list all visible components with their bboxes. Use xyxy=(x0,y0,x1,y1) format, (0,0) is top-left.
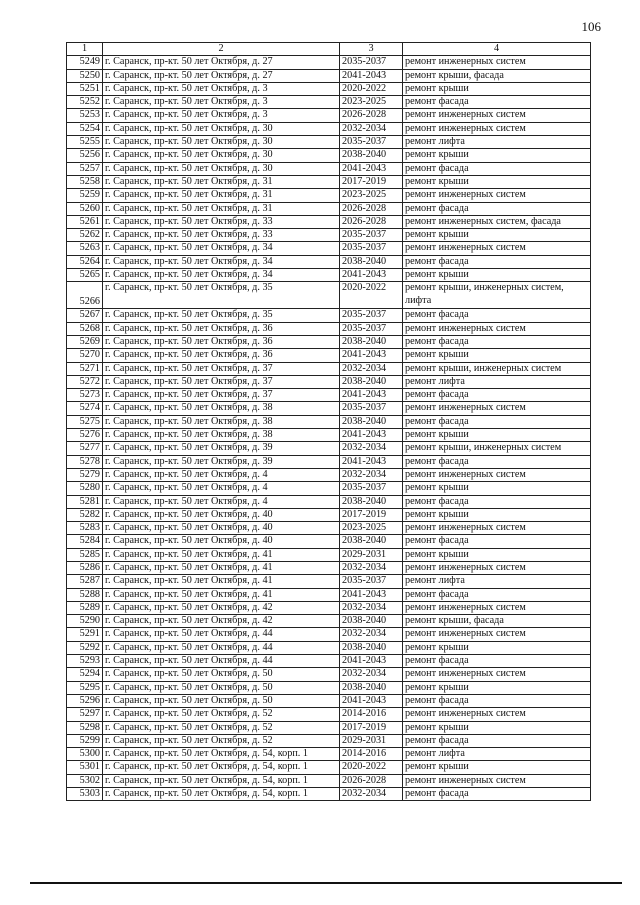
row-address: г. Саранск, пр-кт. 50 лет Октября, д. 40 xyxy=(103,508,340,521)
table-header-row xyxy=(67,43,591,56)
row-period: 2026-2028 xyxy=(340,774,403,787)
row-work-type: ремонт лифта xyxy=(403,575,591,588)
row-work-type: ремонт крыши xyxy=(403,548,591,561)
row-number: 5288 xyxy=(67,588,103,601)
row-number: 5258 xyxy=(67,175,103,188)
table-row xyxy=(67,655,591,668)
table-row xyxy=(67,242,591,255)
row-address: г. Саранск, пр-кт. 50 лет Октября, д. 37 xyxy=(103,389,340,402)
row-address: г. Саранск, пр-кт. 50 лет Октября, д. 35 xyxy=(103,309,340,322)
row-number: 5252 xyxy=(67,96,103,109)
row-work-type: ремонт крыши xyxy=(403,482,591,495)
table-row xyxy=(67,615,591,628)
row-period: 2020-2022 xyxy=(340,282,403,309)
row-work-type: ремонт крыши xyxy=(403,641,591,654)
table-row xyxy=(67,122,591,135)
table-row xyxy=(67,708,591,721)
row-number: 5287 xyxy=(67,575,103,588)
row-number: 5276 xyxy=(67,429,103,442)
row-number: 5299 xyxy=(67,734,103,747)
row-address: г. Саранск, пр-кт. 50 лет Октября, д. 50 xyxy=(103,694,340,707)
row-work-type: ремонт крыши xyxy=(403,508,591,521)
row-period: 2020-2022 xyxy=(340,761,403,774)
row-work-type: ремонт инженерных систем xyxy=(403,402,591,415)
row-address: г. Саранск, пр-кт. 50 лет Октября, д. 52 xyxy=(103,721,340,734)
row-work-type: ремонт крыши, фасада xyxy=(403,69,591,82)
row-number: 5303 xyxy=(67,788,103,801)
row-period: 2041-2043 xyxy=(340,655,403,668)
row-number: 5250 xyxy=(67,69,103,82)
row-address: г. Саранск, пр-кт. 50 лет Октября, д. 42 xyxy=(103,601,340,614)
row-period: 2035-2037 xyxy=(340,309,403,322)
row-period: 2041-2043 xyxy=(340,269,403,282)
row-period: 2038-2040 xyxy=(340,149,403,162)
table-row xyxy=(67,561,591,574)
row-address: г. Саранск, пр-кт. 50 лет Октября, д. 50 xyxy=(103,668,340,681)
row-address: г. Саранск, пр-кт. 50 лет Октября, д. 54, корп. 1 xyxy=(103,748,340,761)
row-number: 5298 xyxy=(67,721,103,734)
row-number: 5281 xyxy=(67,495,103,508)
table-row xyxy=(67,255,591,268)
row-number: 5300 xyxy=(67,748,103,761)
row-period: 2041-2043 xyxy=(340,588,403,601)
header-col-1: 1 xyxy=(67,43,103,56)
row-work-type: ремонт инженерных систем xyxy=(403,242,591,255)
row-period: 2038-2040 xyxy=(340,415,403,428)
row-address: г. Саранск, пр-кт. 50 лет Октября, д. 3 xyxy=(103,82,340,95)
row-period: 2032-2034 xyxy=(340,628,403,641)
row-address: г. Саранск, пр-кт. 50 лет Октября, д. 27 xyxy=(103,56,340,69)
row-period: 2023-2025 xyxy=(340,522,403,535)
row-work-type: ремонт фасада xyxy=(403,162,591,175)
row-work-type: ремонт фасада xyxy=(403,788,591,801)
row-work-type: ремонт крыши, инженерных систем, лифта xyxy=(403,282,591,309)
row-address: г. Саранск, пр-кт. 50 лет Октября, д. 31 xyxy=(103,175,340,188)
row-number: 5282 xyxy=(67,508,103,521)
row-number: 5297 xyxy=(67,708,103,721)
row-period: 2032-2034 xyxy=(340,362,403,375)
table-row xyxy=(67,136,591,149)
row-number: 5293 xyxy=(67,655,103,668)
row-number: 5277 xyxy=(67,442,103,455)
row-address: г. Саранск, пр-кт. 50 лет Октября, д. 27 xyxy=(103,69,340,82)
row-number: 5292 xyxy=(67,641,103,654)
row-work-type: ремонт крыши, инженерных систем xyxy=(403,442,591,455)
row-address: г. Саранск, пр-кт. 50 лет Октября, д. 52 xyxy=(103,708,340,721)
table-row xyxy=(67,215,591,228)
row-period: 2038-2040 xyxy=(340,535,403,548)
row-number: 5265 xyxy=(67,269,103,282)
table-row xyxy=(67,269,591,282)
table-row xyxy=(67,734,591,747)
row-period: 2026-2028 xyxy=(340,215,403,228)
row-number: 5260 xyxy=(67,202,103,215)
row-work-type: ремонт крыши xyxy=(403,82,591,95)
row-address: г. Саранск, пр-кт. 50 лет Октября, д. 38 xyxy=(103,402,340,415)
row-work-type: ремонт крыши xyxy=(403,229,591,242)
row-number: 5295 xyxy=(67,681,103,694)
row-work-type: ремонт лифта xyxy=(403,136,591,149)
row-work-type: ремонт фасада xyxy=(403,335,591,348)
row-address: г. Саранск, пр-кт. 50 лет Октября, д. 30 xyxy=(103,136,340,149)
row-period: 2032-2034 xyxy=(340,468,403,481)
row-address: г. Саранск, пр-кт. 50 лет Октября, д. 30 xyxy=(103,149,340,162)
table-row xyxy=(67,162,591,175)
row-period: 2038-2040 xyxy=(340,615,403,628)
table-row xyxy=(67,482,591,495)
row-number: 5270 xyxy=(67,349,103,362)
row-work-type: ремонт крыши xyxy=(403,269,591,282)
row-address: г. Саранск, пр-кт. 50 лет Октября, д. 36 xyxy=(103,349,340,362)
row-number: 5274 xyxy=(67,402,103,415)
row-address: г. Саранск, пр-кт. 50 лет Октября, д. 3 xyxy=(103,109,340,122)
row-work-type: ремонт инженерных систем xyxy=(403,122,591,135)
row-address: г. Саранск, пр-кт. 50 лет Октября, д. 41 xyxy=(103,575,340,588)
row-number: 5279 xyxy=(67,468,103,481)
row-period: 2035-2037 xyxy=(340,402,403,415)
row-work-type: ремонт фасада xyxy=(403,655,591,668)
row-work-type: ремонт лифта xyxy=(403,375,591,388)
row-address: г. Саранск, пр-кт. 50 лет Октября, д. 54, корп. 1 xyxy=(103,788,340,801)
row-address: г. Саранск, пр-кт. 50 лет Октября, д. 37 xyxy=(103,375,340,388)
row-address: г. Саранск, пр-кт. 50 лет Октября, д. 42 xyxy=(103,615,340,628)
row-work-type: ремонт фасада xyxy=(403,694,591,707)
row-address: г. Саранск, пр-кт. 50 лет Октября, д. 38 xyxy=(103,429,340,442)
row-work-type: ремонт инженерных систем xyxy=(403,628,591,641)
row-number: 5286 xyxy=(67,561,103,574)
row-number: 5301 xyxy=(67,761,103,774)
table-row xyxy=(67,495,591,508)
table-row xyxy=(67,548,591,561)
row-work-type: ремонт инженерных систем xyxy=(403,522,591,535)
table-row xyxy=(67,202,591,215)
header-col-3: 3 xyxy=(340,43,403,56)
row-period: 2029-2031 xyxy=(340,734,403,747)
row-address: г. Саранск, пр-кт. 50 лет Октября, д. 30 xyxy=(103,162,340,175)
row-address: г. Саранск, пр-кт. 50 лет Октября, д. 34 xyxy=(103,255,340,268)
row-address: г. Саранск, пр-кт. 50 лет Октября, д. 37 xyxy=(103,362,340,375)
row-work-type: ремонт инженерных систем xyxy=(403,322,591,335)
row-number: 5302 xyxy=(67,774,103,787)
table-row xyxy=(67,149,591,162)
row-period: 2035-2037 xyxy=(340,482,403,495)
row-number: 5259 xyxy=(67,189,103,202)
row-number: 5290 xyxy=(67,615,103,628)
row-address: г. Саранск, пр-кт. 50 лет Октября, д. 35 xyxy=(103,282,340,309)
row-number: 5294 xyxy=(67,668,103,681)
table-row xyxy=(67,535,591,548)
row-period: 2035-2037 xyxy=(340,229,403,242)
row-period: 2017-2019 xyxy=(340,175,403,188)
row-address: г. Саранск, пр-кт. 50 лет Октября, д. 36 xyxy=(103,335,340,348)
table-row xyxy=(67,668,591,681)
table-row xyxy=(67,522,591,535)
row-work-type: ремонт фасада xyxy=(403,96,591,109)
row-number: 5249 xyxy=(67,56,103,69)
table-row xyxy=(67,508,591,521)
row-number: 5296 xyxy=(67,694,103,707)
row-address: г. Саранск, пр-кт. 50 лет Октября, д. 33 xyxy=(103,215,340,228)
table-row xyxy=(67,56,591,69)
row-work-type: ремонт фасада xyxy=(403,535,591,548)
row-number: 5255 xyxy=(67,136,103,149)
row-work-type: ремонт инженерных систем xyxy=(403,56,591,69)
table-row xyxy=(67,229,591,242)
row-number: 5254 xyxy=(67,122,103,135)
row-work-type: ремонт инженерных систем xyxy=(403,109,591,122)
row-work-type: ремонт крыши xyxy=(403,721,591,734)
table-row xyxy=(67,175,591,188)
table-row xyxy=(67,694,591,707)
row-work-type: ремонт инженерных систем, фасада xyxy=(403,215,591,228)
row-work-type: ремонт инженерных систем xyxy=(403,668,591,681)
table-row xyxy=(67,774,591,787)
page-number: 106 xyxy=(581,19,601,34)
row-number: 5257 xyxy=(67,162,103,175)
row-address: г. Саранск, пр-кт. 50 лет Октября, д. 54, корп. 1 xyxy=(103,761,340,774)
row-period: 2026-2028 xyxy=(340,109,403,122)
table-row xyxy=(67,442,591,455)
row-period: 2023-2025 xyxy=(340,96,403,109)
row-period: 2032-2034 xyxy=(340,601,403,614)
repair-schedule-table xyxy=(66,42,591,801)
table-row xyxy=(67,748,591,761)
table-row xyxy=(67,96,591,109)
table-row xyxy=(67,109,591,122)
table-row xyxy=(67,681,591,694)
row-work-type: ремонт крыши, инженерных систем xyxy=(403,362,591,375)
row-work-type: ремонт фасада xyxy=(403,588,591,601)
row-number: 5272 xyxy=(67,375,103,388)
table-row xyxy=(67,282,591,309)
row-number: 5262 xyxy=(67,229,103,242)
row-work-type: ремонт крыши xyxy=(403,761,591,774)
row-number: 5271 xyxy=(67,362,103,375)
row-address: г. Саранск, пр-кт. 50 лет Октября, д. 3 xyxy=(103,96,340,109)
row-address: г. Саранск, пр-кт. 50 лет Октября, д. 4 xyxy=(103,468,340,481)
table-row xyxy=(67,761,591,774)
row-address: г. Саранск, пр-кт. 50 лет Октября, д. 41 xyxy=(103,561,340,574)
row-period: 2038-2040 xyxy=(340,495,403,508)
row-number: 5280 xyxy=(67,482,103,495)
row-address: г. Саранск, пр-кт. 50 лет Октября, д. 54, корп. 1 xyxy=(103,774,340,787)
row-work-type: ремонт фасада xyxy=(403,455,591,468)
row-period: 2017-2019 xyxy=(340,721,403,734)
row-work-type: ремонт крыши xyxy=(403,681,591,694)
row-number: 5256 xyxy=(67,149,103,162)
table-row xyxy=(67,82,591,95)
row-work-type: ремонт крыши xyxy=(403,429,591,442)
table-row xyxy=(67,628,591,641)
row-address: г. Саранск, пр-кт. 50 лет Октября, д. 31 xyxy=(103,189,340,202)
row-number: 5268 xyxy=(67,322,103,335)
row-number: 5267 xyxy=(67,309,103,322)
table-row xyxy=(67,601,591,614)
table-row xyxy=(67,455,591,468)
row-work-type: ремонт фасада xyxy=(403,415,591,428)
table-row xyxy=(67,189,591,202)
row-period: 2026-2028 xyxy=(340,202,403,215)
row-period: 2035-2037 xyxy=(340,136,403,149)
row-period: 2032-2034 xyxy=(340,122,403,135)
row-address: г. Саранск, пр-кт. 50 лет Октября, д. 34 xyxy=(103,242,340,255)
row-period: 2041-2043 xyxy=(340,455,403,468)
row-work-type: ремонт крыши xyxy=(403,175,591,188)
row-period: 2041-2043 xyxy=(340,694,403,707)
table-row xyxy=(67,349,591,362)
row-address: г. Саранск, пр-кт. 50 лет Октября, д. 41 xyxy=(103,548,340,561)
row-number: 5285 xyxy=(67,548,103,561)
row-period: 2038-2040 xyxy=(340,255,403,268)
row-work-type: ремонт фасада xyxy=(403,255,591,268)
row-period: 2041-2043 xyxy=(340,162,403,175)
row-address: г. Саранск, пр-кт. 50 лет Октября, д. 44 xyxy=(103,655,340,668)
header-col-2: 2 xyxy=(103,43,340,56)
row-address: г. Саранск, пр-кт. 50 лет Октября, д. 34 xyxy=(103,269,340,282)
row-work-type: ремонт инженерных систем xyxy=(403,468,591,481)
table-row xyxy=(67,788,591,801)
row-number: 5251 xyxy=(67,82,103,95)
table-row xyxy=(67,415,591,428)
row-address: г. Саранск, пр-кт. 50 лет Октября, д. 40 xyxy=(103,522,340,535)
row-address: г. Саранск, пр-кт. 50 лет Октября, д. 44 xyxy=(103,628,340,641)
row-period: 2032-2034 xyxy=(340,561,403,574)
row-period: 2035-2037 xyxy=(340,322,403,335)
row-period: 2032-2034 xyxy=(340,788,403,801)
row-work-type: ремонт инженерных систем xyxy=(403,601,591,614)
row-work-type: ремонт фасада xyxy=(403,389,591,402)
row-work-type: ремонт инженерных систем xyxy=(403,561,591,574)
row-work-type: ремонт инженерных систем xyxy=(403,708,591,721)
row-work-type: ремонт фасада xyxy=(403,734,591,747)
header-col-4: 4 xyxy=(403,43,591,56)
row-address: г. Саранск, пр-кт. 50 лет Октября, д. 39 xyxy=(103,455,340,468)
row-period: 2038-2040 xyxy=(340,681,403,694)
row-period: 2017-2019 xyxy=(340,508,403,521)
table-row xyxy=(67,322,591,335)
row-period: 2014-2016 xyxy=(340,708,403,721)
row-period: 2032-2034 xyxy=(340,442,403,455)
row-address: г. Саранск, пр-кт. 50 лет Октября, д. 4 xyxy=(103,495,340,508)
row-number: 5261 xyxy=(67,215,103,228)
row-number: 5269 xyxy=(67,335,103,348)
row-period: 2020-2022 xyxy=(340,82,403,95)
row-address: г. Саранск, пр-кт. 50 лет Октября, д. 38 xyxy=(103,415,340,428)
table-row xyxy=(67,468,591,481)
row-number: 5266 xyxy=(67,282,103,309)
row-address: г. Саранск, пр-кт. 50 лет Октября, д. 40 xyxy=(103,535,340,548)
table-body xyxy=(67,56,591,801)
table-row xyxy=(67,362,591,375)
row-address: г. Саранск, пр-кт. 50 лет Октября, д. 50 xyxy=(103,681,340,694)
row-address: г. Саранск, пр-кт. 50 лет Октября, д. 39 xyxy=(103,442,340,455)
row-period: 2029-2031 xyxy=(340,548,403,561)
row-number: 5275 xyxy=(67,415,103,428)
row-period: 2041-2043 xyxy=(340,69,403,82)
row-period: 2023-2025 xyxy=(340,189,403,202)
table-row xyxy=(67,389,591,402)
row-work-type: ремонт фасада xyxy=(403,202,591,215)
row-address: г. Саранск, пр-кт. 50 лет Октября, д. 4 xyxy=(103,482,340,495)
row-work-type: ремонт крыши, фасада xyxy=(403,615,591,628)
table-row xyxy=(67,641,591,654)
row-period: 2035-2037 xyxy=(340,242,403,255)
row-address: г. Саранск, пр-кт. 50 лет Октября, д. 33 xyxy=(103,229,340,242)
row-number: 5283 xyxy=(67,522,103,535)
row-number: 5278 xyxy=(67,455,103,468)
row-number: 5263 xyxy=(67,242,103,255)
row-period: 2035-2037 xyxy=(340,575,403,588)
table-row xyxy=(67,588,591,601)
table-row xyxy=(67,721,591,734)
row-period: 2038-2040 xyxy=(340,335,403,348)
table-row xyxy=(67,429,591,442)
row-work-type: ремонт инженерных систем xyxy=(403,774,591,787)
table-row xyxy=(67,309,591,322)
table-row xyxy=(67,69,591,82)
row-number: 5253 xyxy=(67,109,103,122)
row-address: г. Саранск, пр-кт. 50 лет Октября, д. 30 xyxy=(103,122,340,135)
row-work-type: ремонт крыши xyxy=(403,149,591,162)
row-address: г. Саранск, пр-кт. 50 лет Октября, д. 44 xyxy=(103,641,340,654)
row-work-type: ремонт лифта xyxy=(403,748,591,761)
row-work-type: ремонт фасада xyxy=(403,495,591,508)
table-row xyxy=(67,402,591,415)
row-period: 2041-2043 xyxy=(340,349,403,362)
row-address: г. Саранск, пр-кт. 50 лет Октября, д. 31 xyxy=(103,202,340,215)
row-number: 5273 xyxy=(67,389,103,402)
row-work-type: ремонт фасада xyxy=(403,309,591,322)
row-period: 2038-2040 xyxy=(340,375,403,388)
row-number: 5284 xyxy=(67,535,103,548)
row-address: г. Саранск, пр-кт. 50 лет Октября, д. 36 xyxy=(103,322,340,335)
table-row xyxy=(67,375,591,388)
row-address: г. Саранск, пр-кт. 50 лет Октября, д. 41 xyxy=(103,588,340,601)
row-period: 2014-2016 xyxy=(340,748,403,761)
page-bottom-rule xyxy=(30,882,622,884)
row-period: 2038-2040 xyxy=(340,641,403,654)
row-period: 2041-2043 xyxy=(340,429,403,442)
table-row xyxy=(67,575,591,588)
row-period: 2035-2037 xyxy=(340,56,403,69)
row-work-type: ремонт инженерных систем xyxy=(403,189,591,202)
row-number: 5289 xyxy=(67,601,103,614)
row-period: 2032-2034 xyxy=(340,668,403,681)
row-address: г. Саранск, пр-кт. 50 лет Октября, д. 52 xyxy=(103,734,340,747)
table-row xyxy=(67,335,591,348)
row-number: 5291 xyxy=(67,628,103,641)
row-period: 2041-2043 xyxy=(340,389,403,402)
row-work-type: ремонт крыши xyxy=(403,349,591,362)
row-number: 5264 xyxy=(67,255,103,268)
